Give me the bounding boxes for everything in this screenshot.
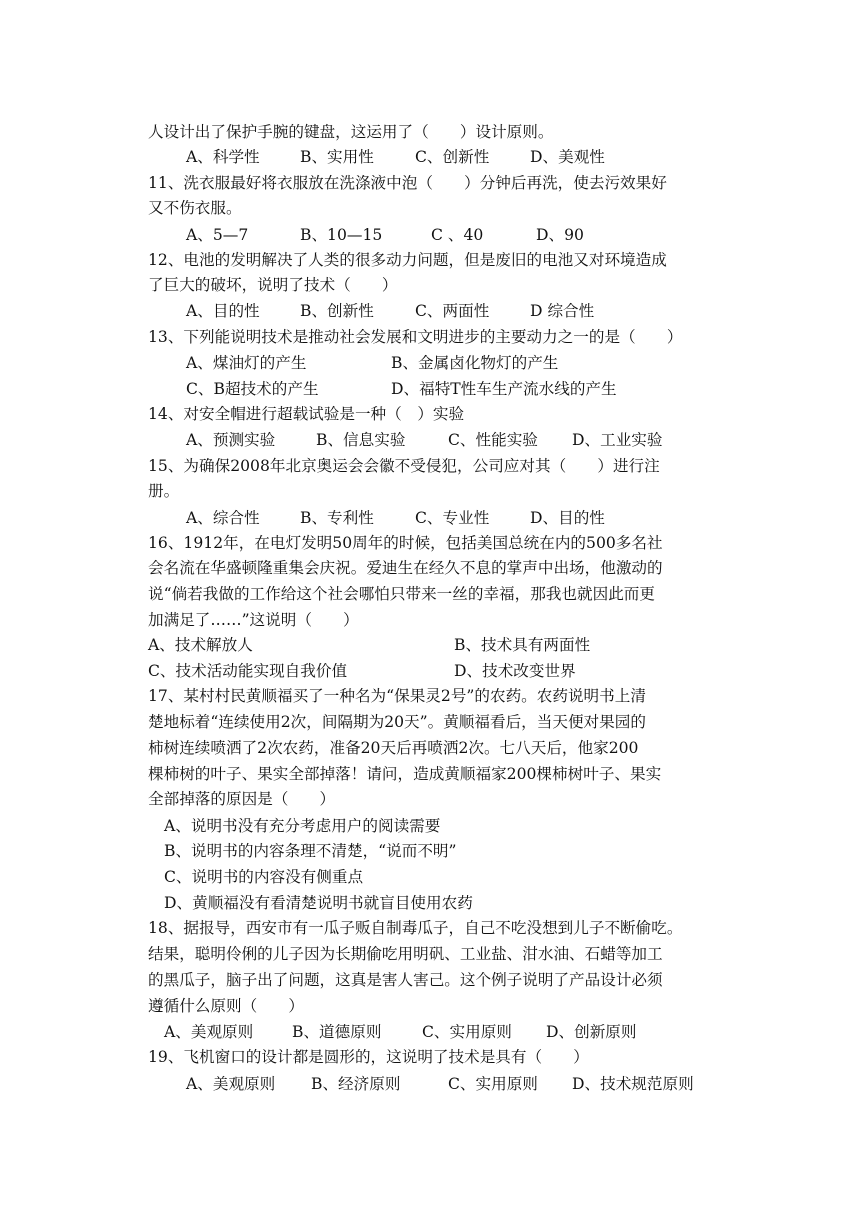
q16-stem-line-2: 会名流在华盛顿隆重集会庆祝。爱迪生在经久不息的掌声中出场，他激动的 [148,559,663,577]
option-b: B、创新性 [300,302,374,320]
option-b: B、专利性 [300,509,374,527]
option-c: C、技术活动能实现自我价值 [148,662,348,680]
option-c: C、两面性 [415,302,490,320]
q19-stem: 19、飞机窗口的设计都是圆形的，这说明了技术是具有（ ） [148,1048,589,1066]
option-a: A、技术解放人 [148,636,253,654]
option-c: C、实用原则 [448,1075,538,1093]
q14-stem: 14、对安全帽进行超载试验是一种（ ）实验 [148,405,465,423]
q16-stem-line-4: 加满足了……”这说明（ ） [148,611,359,629]
q17-stem-line-4: 棵柿树的叶子、果实全部掉落！请问，造成黄顺福家200棵柿树叶子、果实 [148,765,662,783]
option-c: C、性能实验 [448,431,538,449]
q12-options [186,300,826,322]
option-d: D、福特T性车生产流水线的产生 [391,380,617,398]
option-c: C 、40 [431,226,484,244]
option-d: D 综合性 [530,302,595,320]
q11-stem-line-1: 11、洗衣服最好将衣服放在洗涤液中泡（ ）分钟后再洗，使去污效果好 [148,174,667,192]
option-b: B、10—15 [300,226,383,244]
q18-stem-line-3: 的黑瓜子，脑子出了问题，这真是害人害己。这个例子说明了产品设计必须 [148,971,663,989]
option-a: A、美观原则 [186,1075,276,1093]
q13-stem: 13、下列能说明技术是推动社会发展和文明进步的主要动力之一的是（ ） [148,328,683,346]
q11-options [186,224,826,246]
q16-options-row-2 [148,660,828,682]
q11-stem-line-2: 又不伤衣服。 [148,199,242,217]
option-c: C、实用原则 [422,1023,512,1041]
option-a: A、预测实验 [186,431,276,449]
q16-options-row-1 [148,634,828,656]
q18-stem-line-4: 遵循什么原则（ ） [148,997,304,1015]
q17-stem-line-2: 楚地标着“连续使用2次，间隔期为20天”。黄顺福看后，当天便对果园的 [148,713,646,731]
q12-stem-line-2: 了巨大的破坏，说明了技术（ ） [148,276,398,294]
q17-stem-line-5: 全部掉落的原因是（ ） [148,790,336,808]
q12-stem-line-1: 12、电池的发明解决了人类的很多动力问题，但是废旧的电池又对环境造成 [148,251,667,269]
q16-stem-line-1: 16、1912年，在电灯发明50周年的时候，包括美国总统在内的500多名社 [148,534,663,552]
option-a: A、美观原则 [164,1023,254,1041]
option-d: D、创新原则 [546,1023,637,1041]
q17-option-d: D、黄顺福没有看清楚说明书就盲目使用农药 [164,894,473,912]
option-a: A、煤油灯的产生 [186,354,307,372]
option-b: B、信息实验 [316,431,406,449]
option-a: A、综合性 [186,509,260,527]
option-d: D、目的性 [530,509,605,527]
q15-stem-line-1: 15、为确保2008年北京奥运会会徽不受侵犯，公司应对其（ ）进行注 [148,457,660,475]
q13-options-row-2 [186,378,826,400]
q17-stem-line-3: 柿树连续喷洒了2次农药，准备20天后再喷洒2次。七八天后，他家200 [148,739,639,757]
option-b: B、技术具有两面性 [454,636,591,654]
option-b: B、实用性 [300,148,374,166]
q15-stem-line-2: 册。 [148,482,180,500]
q17-stem-line-1: 17、某村村民黄顺福买了一种名为“保果灵2号”的农药。农药说明书上清 [148,687,646,705]
option-b: B、金属卤化物灯的产生 [391,354,559,372]
q16-stem-line-3: 说“倘若我做的工作给这个社会哪怕只带来一丝的幸福，那我也就因此而更 [148,585,655,603]
option-d: D、90 [536,226,584,244]
option-b: B、经济原则 [311,1075,401,1093]
q13-options-row-1 [186,352,826,374]
option-c: C、创新性 [415,148,490,166]
option-d: D、工业实验 [572,431,663,449]
option-d: D、美观性 [530,148,605,166]
q18-stem-line-1: 18、据报导，西安市有一瓜子贩自制毒瓜子，自己不吃没想到儿子不断偷吃。 [148,919,683,937]
q19-options [186,1073,826,1095]
q14-options [186,429,826,451]
option-d: D、技术改变世界 [454,662,576,680]
q17-option-b: B、说明书的内容条理不清楚，“说而不明” [164,842,457,860]
option-a: A、5—7 [186,226,249,244]
option-b: B、道德原则 [292,1023,382,1041]
option-a: A、科学性 [186,148,260,166]
q18-stem-line-2: 结果，聪明伶俐的儿子因为长期偷吃用明矾、工业盐、泔水油、石蜡等加工 [148,945,663,963]
q17-option-c: C、说明书的内容没有侧重点 [164,868,364,886]
option-c: C、专业性 [415,509,490,527]
q18-options [164,1021,824,1043]
option-c: C、B超技术的产生 [186,380,319,398]
q10-options [186,146,826,168]
q17-option-a: A、说明书没有充分考虑用户的阅读需要 [164,817,441,835]
option-a: A、目的性 [186,302,260,320]
q10-stem-tail: 人设计出了保护手腕的键盘，这运用了（ ）设计原则。 [148,123,554,141]
option-d: D、技术规范原则 [572,1075,694,1093]
q15-options [186,507,826,529]
